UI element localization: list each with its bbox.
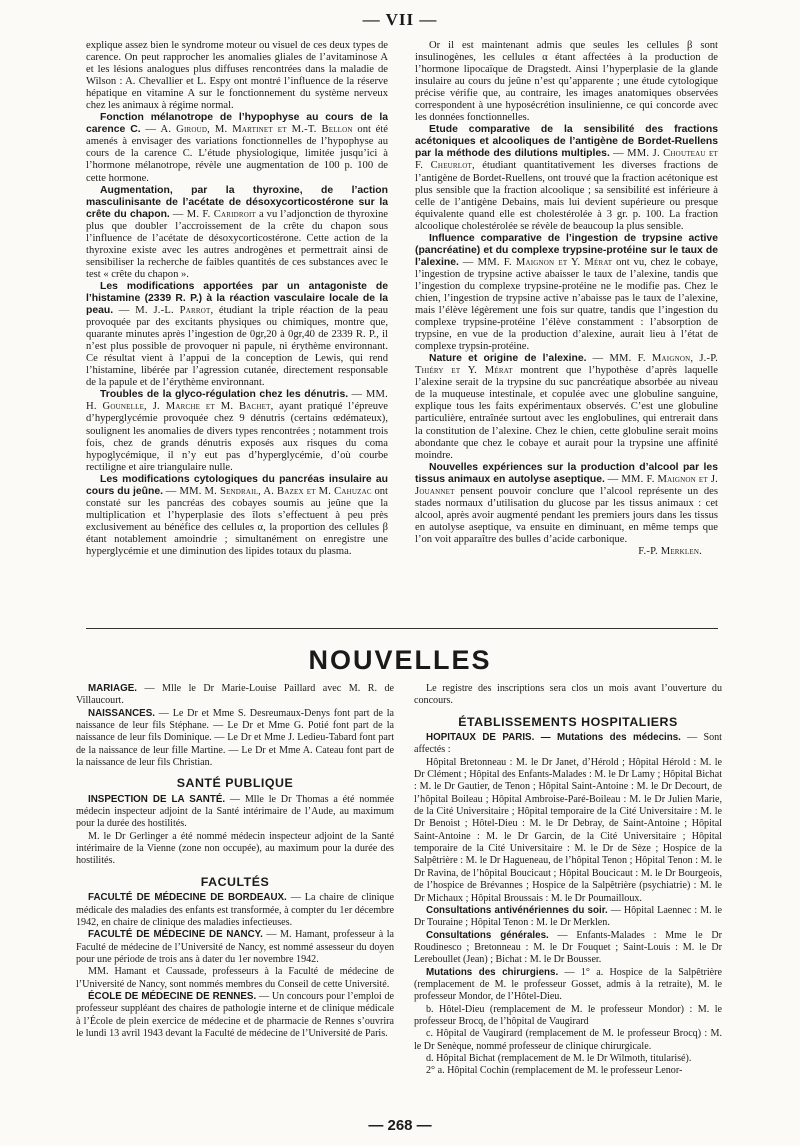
abstract-heading: Troubles de la glyco-régulation chez les dénutris. bbox=[100, 389, 349, 401]
news-body: — M. Hamant, professeur à la Faculté de médecine de l’Université de Nancy, est nommé assesseur du doyen pour une période de trois ans à dater du 1er novembre 1942. bbox=[76, 929, 394, 965]
news-item bbox=[76, 991, 394, 1040]
abstract bbox=[415, 124, 718, 232]
news-body: — 1° a. Hospice de la Salpêtrière (remplacement de M. le professeur Gosset, admis à la retraite), M. le professeur Mondor, de l’Hôtel-Dieu. bbox=[414, 966, 722, 1003]
abstract bbox=[86, 389, 388, 473]
news-item bbox=[414, 967, 722, 1004]
abstract-authors: — MM. F. Maignon et Y. Mérat bbox=[462, 256, 613, 268]
news-item: 2° a. Hôpital Cochin (remplacement de M. le professeur Lenor- bbox=[426, 1065, 683, 1077]
abstract-authors: — MM. J. Chouteau et F. Cheurlot, bbox=[415, 148, 718, 172]
abstract-authors: — MM. M. Sendrail, A. Bazex et M. Cahuzac bbox=[165, 485, 372, 497]
news-right-column bbox=[414, 683, 722, 1113]
section-title: SANTÉ PUBLIQUE bbox=[176, 776, 294, 791]
news-body: — Mlle le Dr Marie-Louise Paillard avec M. R. de Villaucourt. bbox=[76, 683, 394, 707]
abstract-authors: — MM. F. Maignon, J.-P. Thiéry et Y. Mérat bbox=[415, 353, 718, 377]
news-item: Le registre des inscriptions sera clos un mois avant l’ouverture du concours. bbox=[414, 683, 722, 707]
news-body: — Sont affectés : bbox=[414, 732, 722, 756]
news-heading: MARIAGE. bbox=[88, 683, 137, 694]
news-item: d. Hôpital Bichat (remplacement de M. le Dr Wilmoth, titularisé). bbox=[426, 1052, 692, 1064]
nouvelles-banner: NOUVELLES bbox=[308, 645, 492, 675]
news-heading: FACULTÉ DE MÉDECINE DE NANCY. bbox=[88, 929, 263, 941]
abstract-body: ont constaté sur les pancréas des cobayes soumis au jeûne que la multiplication et l’hyperplasie des îlots s’effectuent à peu près exclusivement au bénéfice des cellules α, la proportion des cellules β étant notablement amoindrie ; simultanément on enregistre une hyperglycémie et une diminution des lipides totaux du plasma. bbox=[86, 485, 388, 557]
news-heading: Mutations des chirurgiens. bbox=[426, 966, 559, 978]
news-body: — Enfants-Malades : Mme le Dr Roudinesco ; Bretonneau : M. le Dr Fouquet ; Saint-Louis : M. le Dr Lereboullet (Jean) ; Bichat : M. le Dr Bousser. bbox=[414, 929, 722, 966]
news-heading: Consultations antivénériennes du soir. bbox=[426, 904, 608, 916]
news-item bbox=[76, 794, 394, 831]
news-item bbox=[76, 892, 394, 929]
page-number: — 268 — bbox=[368, 1117, 432, 1134]
news-subheading: — Mutations des médecins. bbox=[534, 732, 681, 744]
abstract-authors: — M. F. Caridroit bbox=[172, 208, 256, 220]
abstract-authors: — MM. H. Gounelle, J. Marche et M. Bachet, bbox=[86, 389, 388, 413]
news-heading: HOPITAUX DE PARIS. bbox=[426, 732, 535, 744]
abstract-body: pensent pouvoir conclure que l’alcool représente un des stades normaux d’utilisation du glucose par les tissus animaux : cet alcool, après avoir augmenté pendant les premiers jours dans les tissus en autolyse aseptique, va ensuite en diminuant, en même temps que l’on voit apparaître des bulles d’acide carbonique. bbox=[415, 485, 718, 545]
news-item: b. Hôtel-Dieu (remplacement de M. le professeur Mondor) : M. le professeur Brocq, de l’hôpital de Vaugirard bbox=[414, 1003, 722, 1027]
abstract-authors: — MM. F. Maignon et J. Jouannet bbox=[415, 473, 718, 497]
news-body: — Le Dr et Mme S. Desreumaux-Denys font part de la naissance de leur fils Stéphane. — Le Dr et Mme G. Potié font part de la naissance de leur fils Dominique. — Le Dr et Mme J. Ledieu-Tabard font part de la naissance de leur fille Martine. — Le Dr et Mme A. Cateau font part de la naissance de leur fils Christian. bbox=[76, 707, 394, 769]
news-body: — Mlle le Dr Thomas a été nommée médecin inspecteur adjoint de la Santé intérimaire de l’Aude, au maximum pour la durée des hostilités. bbox=[76, 793, 394, 830]
news-item: c. Hôpital de Vaugirard (remplacement de M. le professeur Brocq) : M. le Dr Senèque, nommé professeur de clinique chirurgicale. bbox=[414, 1028, 722, 1052]
section-divider bbox=[86, 628, 718, 629]
abstract bbox=[86, 281, 388, 389]
news-body: — Hôpital Laennec : M. le Dr Touraine ; Hôpital Tenon : M. le Dr Merklen. bbox=[414, 904, 722, 929]
abstract bbox=[415, 353, 718, 461]
abstract-heading: Nature et origine de l’alexine. bbox=[429, 353, 587, 365]
abstract-body: ont été amenés à envisager des variations fonctionnelles de l’hypophyse au cours de la carence C. L’étude physiologique, limitée jusqu’ici à l’hormone mélanotrope, révèle une augmentation de 100 p. 100 de cette hormone. bbox=[86, 124, 388, 184]
abstract-heading: Les modifications cytologiques du pancréas insulaire au cours du jeûne. bbox=[86, 473, 388, 497]
news-item: M. le Dr Gerlinger a été nommé médecin inspecteur adjoint de la Santé intérimaire de la Vienne (zone non occupée), au maximum pour la durée des hostilités. bbox=[76, 830, 394, 867]
news-body: — Un concours pour l’emploi de professeur suppléant des chaires de pathologie interne et de clinique médicale à l’École de plein exercice de médecine et de pharmacie de Rennes s’ouvrira le lundi 13 avril 1943 devant la Faculté de médecine de l’Université de Paris. bbox=[76, 990, 394, 1039]
abstract-heading: Augmentation, par la thyroxine, de l’action masculinisante de l’acétate de désoxycorticostérone sur la crête du chapon. bbox=[86, 184, 388, 220]
paragraph: explique assez bien le syndrome moteur ou visuel de ces deux types de carence. On peut rapprocher les anomalies gliales de l’avitaminose A et les lésions analogues plus diffuses rencontrées dans la maladie de Wilson : A. Chevallier et L. Espy ont montré l’influence de la réserve hépatique en vitamine A sur le fonctionnement du système nerveux chez les animaux à régime normal. bbox=[86, 40, 388, 112]
news-item: MM. Hamant et Caussade, professeurs à la Faculté de médecine de l’Université de Nancy, sont nommés membres du Conseil de cette Université. bbox=[76, 966, 394, 990]
abstract bbox=[415, 233, 718, 353]
section-title: ÉTABLISSEMENTS HOSPITALIERS bbox=[458, 714, 678, 729]
abstract bbox=[415, 462, 718, 546]
signature: F.-P. Merklen. bbox=[638, 545, 702, 557]
news-item bbox=[76, 929, 394, 966]
news-item: Hôpital Bretonneau : M. le Dr Janet, d’Hérold ; Hôpital Hérold : M. le Dr Clément ; Hôpital des Enfants-Malades : M. le Dr Lamy ; Hôpital Bichat : M. le Dr Gautier, de Tenon ; Hôpital Saint-Antoine : M. le Dr Decourt, de l’hôpital Boileau ; Hôpital Ambroise-Paré-Boileau : M. le Dr Julien Marie, de la Cité Universitaire ; Hôpital temporaire de la Cité Universitaire : M. le Dr Benoist ; Hôtel-Dieu : M. le Dr Debray, de Saint-Antoine ; Hôpital Saint-Antoine : M. le Dr Garcin, de la Cité Universitaire ; Hôpital temporaire de la Cité Universitaire : M. le Dr de Sèze ; Hospice de la Salpêtrière : M. le Dr Hagueneau, de l’hôpital Tenon ; Hôpital Tenon : M. le Dr Ravina, de l’hôpital Boucicaut ; Hôpital Boucicaut : M. le Dr Bourgeois, de l’hospice de Brévannes ; Hospice de la Salpêtrière (psychiatrie) : M. le Dr Michaux ; Hôpital Broussais : M. le Dr Poumailloux. bbox=[414, 756, 722, 904]
abstract bbox=[86, 112, 388, 184]
news-heading: FACULTÉ DE MÉDECINE DE BORDEAUX. bbox=[88, 892, 287, 904]
news-heading: INSPECTION DE LA SANTÉ. bbox=[88, 793, 226, 805]
abstract-body: ayant pratiqué l’épreuve d’hyperglycémie provoquée chez 9 dénutris (certains œdémateux), soulignent les anomalies de divers types rencontrées ; notamment trois fois, chez de grands dénutris exposés aux risques du coma hypoglycémique, il n’y eut pas d’hyperglycémie, d’où courbe rectiligne et aire triangulaire nulle. bbox=[86, 401, 388, 473]
paragraph: Or il est maintenant admis que seules les cellules β sont insulinogènes, les cellules α étant affectées à la production de l’hormone lipocaïque de Dragstedt. Ainsi l’hyperplasie de la glande insulaire au cours du jeûne n’est qu’apparente ; une étude cytologique précise vérifie que, au contraire, les images anatomiques observées correspondent à une hyposécrétion insulinienne, ce qui concorde avec les données fonctionnelles. bbox=[415, 40, 718, 124]
news-heading: ÉCOLE DE MÉDECINE DE RENNES. bbox=[88, 990, 257, 1002]
news-heading: NAISSANCES. bbox=[88, 707, 155, 719]
abstract bbox=[86, 185, 388, 281]
news-item bbox=[414, 930, 722, 967]
news-body: — La chaire de clinique médicale des maladies des enfants est transformée, à compter du 1er décembre 1942, en chaire de clinique des maladies infectieuses. bbox=[76, 892, 394, 928]
section-title: FACULTÉS bbox=[200, 874, 270, 889]
abstract-body: montrent que l’hypothèse d’après laquelle l’alexine serait de la trypsine du suc pancréatique absorbée au niveau de la muqueuse intestinale, et copulée avec une globuline sanguine, explique tous les faits expérimentaux observés. C’est une globuline particulière, entraînée surtout avec les englobulines, qui entrerait dans la constitution de l’alexine. Chez le chien, cette globuline serait moins abondante que chez le cobaye et aurait pour la trypsine une affinité moindre. bbox=[415, 365, 718, 461]
abstract-authors: — A. Giroud, M. Martinet et M.-T. Bellon bbox=[145, 124, 353, 136]
news-item bbox=[414, 905, 722, 930]
upper-left-column bbox=[86, 40, 388, 620]
abstract-authors: — M. J.-L. Parrot, bbox=[118, 305, 214, 317]
abstract-heading: Influence comparative de l’ingestion de trypsine active (pancréatine) et du complexe trypsine-protéine sur le taux de l’alexine. bbox=[415, 232, 718, 268]
upper-right-column bbox=[415, 40, 718, 620]
abstract-body: a vu l’adjonction de thyroxine plus que doubler l’accroissement de la crête du chapon sous l’influence de l’acétate de désoxycorticostérone. Cette action de la thyroxine existe avec les autres androgènes et permettrait ainsi de sensibiliser la recherche de faibles quantités de ces substances avec le test « crête du chapon ». bbox=[86, 208, 388, 280]
abstract-body: ont vu, chez le cobaye, l’ingestion de trypsine active abaisser le taux de l’alexine, tandis que l’ingestion du complexe trypsine-protéine ne le modifie pas. Chez le chien, l’ingestion de trypsine active n’abaisse pas le taux de l’alexine, mais l’élève légèrement une fois sur quatre, tandis que l’ingestion du complexe trypsine-protéine l’élève constamment : l’absorption de trypsine, en vue de la production d’alexine, aurait lieu à l’état de complexe trypsin-protéine. bbox=[415, 256, 718, 353]
abstract-body: étudiant quantitativement les diverses fractions de l’antigène de Bordet-Ruellens, ont trouvé que la fraction acétonique est plus sensible que la fraction alcoolique ; sa sensibilité est inférieure à celle de l’antigène Debains, mais lui devient supérieure ou presque équivalente quand elle est cholestérolée à 3 gr. p. 100. La fraction alcoolique cholestérolée se révèle de beaucoup la plus sensible. bbox=[415, 160, 718, 232]
news-item bbox=[414, 732, 722, 757]
news-item bbox=[76, 683, 394, 708]
abstract-body: étudiant la triple réaction de la peau provoquée par des excitants physiques ou chimiques, montre que, quarante minutes après l’ingestion de 0gr,20 à 0gr,40 de 2339 R. P., il n’est plus possible de provoquer ni papule, ni érythème environnant. Ce résultat vient à l’appui de la conception de Lewis, qui rend l’histamine, libérée par l’agression cutanée, directement responsable de la papule et de l’érythème environnant. bbox=[86, 305, 388, 389]
abstract-heading: Nouvelles expériences sur la production d’alcool par les tissus animaux en autolyse aseptique. bbox=[415, 461, 718, 485]
roman-page-number: — VII — bbox=[362, 10, 438, 29]
abstract-heading: Les modifications apportées par un antagoniste de l’histamine (2339 R. P.) à la réaction vasculaire locale de la peau. bbox=[86, 280, 388, 317]
abstract-heading: Etude comparative de la sensibilité des fractions acétoniques et alcooliques de l’antigène de Bordet-Ruellens par la méthode des dilutions multiples. bbox=[415, 124, 718, 160]
news-left-column bbox=[76, 683, 394, 1113]
abstract-heading: Fonction mélanotrope de l’hypophyse au cours de la carence C. bbox=[86, 112, 388, 136]
news-item bbox=[76, 708, 394, 770]
news-heading: Consultations générales. bbox=[426, 929, 549, 941]
abstract bbox=[86, 474, 388, 558]
